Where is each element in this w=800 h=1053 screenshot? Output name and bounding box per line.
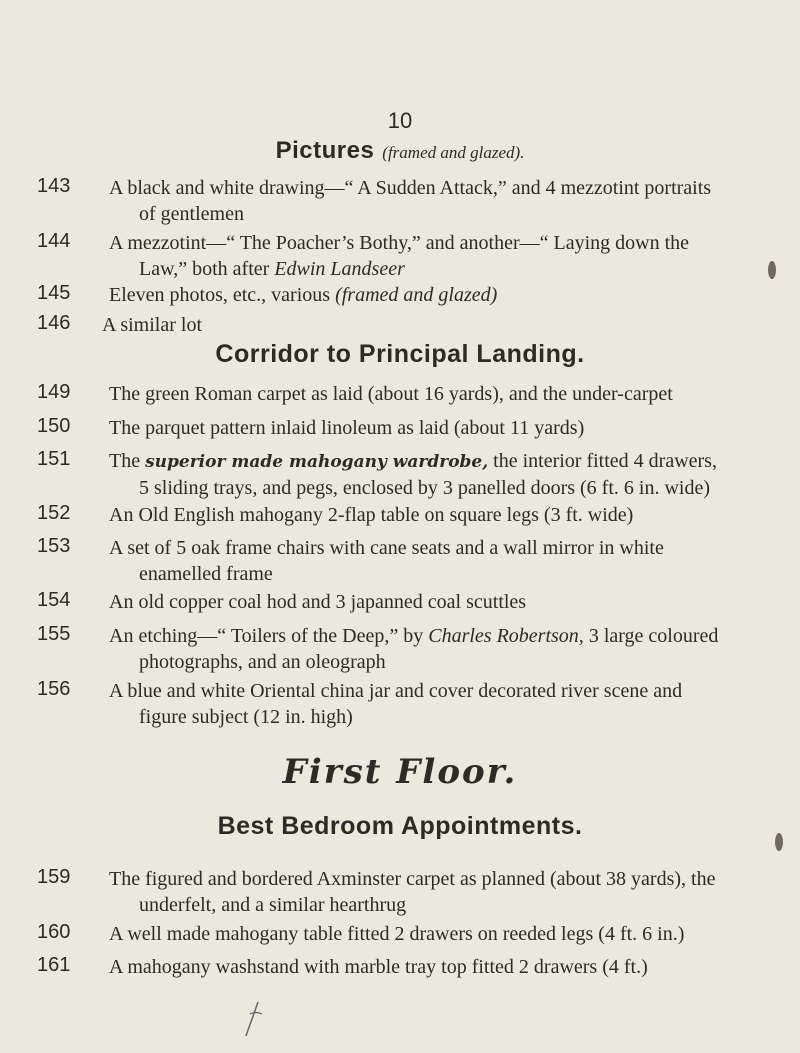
corridor-heading: Corridor to Principal Landing. xyxy=(215,340,585,368)
lot-line: The green Roman carpet as laid (about 16 yards), and the under-carpet xyxy=(109,383,673,405)
lot-description xyxy=(109,502,767,528)
lot-text: Eleven photos, etc., various xyxy=(109,284,336,306)
lot-text: An etching—“ Toilers of the Deep,” by xyxy=(109,625,429,647)
lot-line: A mezzotint—“ The Poacher’s Bothy,” and another—“ Laying down the xyxy=(109,232,690,254)
lot-number: 159 xyxy=(37,866,71,888)
lot-line: An Old English mahogany 2-flap table on square legs (3 ft. wide) xyxy=(109,504,634,526)
binding-hole-icon xyxy=(765,258,779,282)
lot-line: underfelt, and a similar hearthrug xyxy=(139,894,407,916)
lot-number: 161 xyxy=(37,954,71,976)
lot-description xyxy=(109,866,767,918)
lot-number: 153 xyxy=(37,535,71,557)
pictures-heading xyxy=(0,137,800,165)
lot-description xyxy=(109,381,767,407)
lot-line: The parquet pattern inlaid linoleum as laid (about 11 yards) xyxy=(109,417,585,439)
lot-highlight: superior made mahogany wardrobe, xyxy=(145,452,489,472)
lot-text: the interior fitted 4 drawers, xyxy=(488,450,717,472)
lot-description xyxy=(109,589,767,615)
lot-number: 150 xyxy=(37,415,71,437)
lot-number: 152 xyxy=(37,502,71,524)
binding-hole-icon xyxy=(772,830,786,854)
lot-line: 5 sliding trays, and pegs, enclosed by 3 panelled doors (6 ft. 6 in. wide) xyxy=(139,477,710,499)
lot-description xyxy=(109,678,767,730)
lot-description xyxy=(109,954,767,980)
lot-number: 146 xyxy=(37,312,71,334)
lot-description xyxy=(109,282,767,308)
pictures-title: Pictures xyxy=(275,137,375,164)
lot-line: figure subject (12 in. high) xyxy=(139,706,353,728)
lot-number: 156 xyxy=(37,678,71,700)
lot-line: A set of 5 oak frame chairs with cane seats and a wall mirror in white xyxy=(109,537,664,559)
lot-number: 145 xyxy=(37,282,71,304)
lot-line: A similar lot xyxy=(102,314,202,336)
artist-name: Edwin Landseer xyxy=(274,258,405,280)
lot-number: 155 xyxy=(37,623,71,645)
lot-text: The xyxy=(109,450,146,472)
page-number: 10 xyxy=(387,108,413,133)
first-floor-heading: First Floor. xyxy=(282,752,518,792)
lot-description xyxy=(109,535,767,587)
lot-description xyxy=(109,623,767,675)
lot-number: 160 xyxy=(37,921,71,943)
lot-number: 151 xyxy=(37,448,71,470)
lot-line xyxy=(109,256,767,282)
pictures-subtitle: (framed and glazed). xyxy=(382,143,525,162)
lot-line: An old copper coal hod and 3 japanned coal scuttles xyxy=(109,591,527,613)
lot-description xyxy=(109,415,767,441)
lot-line: A blue and white Oriental china jar and cover decorated river scene and xyxy=(109,680,683,702)
lot-line: The figured and bordered Axminster carpet as planned (about 38 yards), the xyxy=(109,868,716,890)
lot-description xyxy=(102,312,760,338)
pencil-mark-icon xyxy=(240,1000,270,1040)
lot-line: enamelled frame xyxy=(139,563,273,585)
lot-line: A well made mahogany table fitted 2 drawers on reeded legs (4 ft. 6 in.) xyxy=(109,923,685,945)
lot-number: 144 xyxy=(37,230,71,252)
lot-description xyxy=(109,230,767,282)
lot-number: 154 xyxy=(37,589,71,611)
lot-number: 143 xyxy=(37,175,71,197)
bedroom-heading: Best Bedroom Appointments. xyxy=(217,812,583,840)
lot-description xyxy=(109,448,767,501)
lot-line: of gentlemen xyxy=(139,203,244,225)
artist-name: Charles Robertson, xyxy=(428,625,584,647)
lot-description xyxy=(109,921,767,947)
lot-note: (framed and glazed) xyxy=(335,284,498,306)
lot-line: photographs, and an oleograph xyxy=(139,651,386,673)
lot-description xyxy=(109,175,767,227)
lot-line: A black and white drawing—“ A Sudden Attack,” and 4 mezzotint portraits xyxy=(109,177,712,199)
lot-text: 3 large coloured xyxy=(583,625,719,647)
lot-number: 149 xyxy=(37,381,71,403)
lot-line: A mahogany washstand with marble tray top fitted 2 drawers (4 ft.) xyxy=(109,956,648,978)
lot-text: Law,” both after xyxy=(139,258,275,280)
